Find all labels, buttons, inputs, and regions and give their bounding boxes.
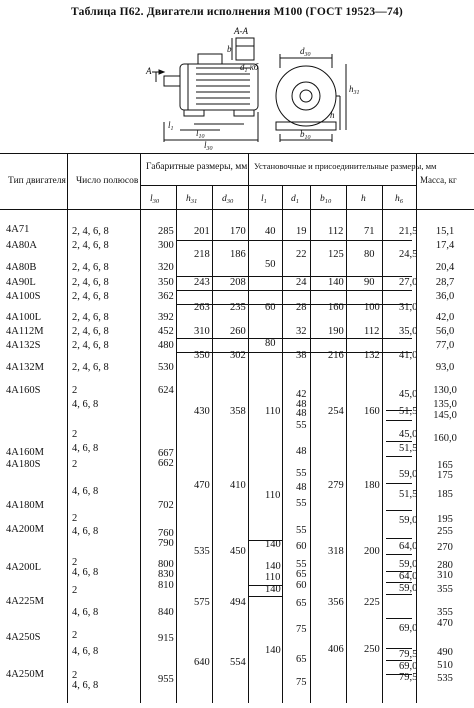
cell-mass: 310 <box>437 570 453 581</box>
cell-poles: 4, 6, 8 <box>72 486 99 497</box>
cell-d30: 186 <box>230 249 246 260</box>
header-gabarit-label: Габаритные размеры, мм <box>146 162 248 172</box>
cell-mass: 175 <box>437 470 453 481</box>
cell-d30: 260 <box>230 326 246 337</box>
cell-b10: 406 <box>328 644 344 655</box>
cell-poles: 4, 6, 8 <box>72 399 99 410</box>
cell-l30: 667 <box>158 448 174 459</box>
cell-mass: 255 <box>437 526 453 537</box>
section-mark-label: А <box>146 66 152 76</box>
cell-mass: 36,0 <box>435 291 455 302</box>
cell-h6: 51,5 <box>399 443 418 454</box>
cell-mass: 17,4 <box>435 240 455 251</box>
cell-d1: 65 <box>296 598 307 609</box>
cell-h6: 59,0 <box>399 469 418 480</box>
cell-l1: 40 <box>265 226 276 237</box>
cell-mass: 135,0 <box>433 399 457 410</box>
cell-h: 132 <box>364 350 380 361</box>
cell-b10: 160 <box>328 302 344 313</box>
header-b10-sub: 10 <box>324 198 332 205</box>
section-label: А-А <box>234 26 248 36</box>
l1-label: l <box>168 120 171 130</box>
cell-d1: 48 <box>296 446 307 457</box>
header-h31: h <box>186 194 191 204</box>
cell-d1: 55 <box>296 525 307 536</box>
cell-h6: 64,0 <box>399 571 418 582</box>
cell-h6: 69,0 <box>399 661 418 672</box>
svg-text:h <box>330 110 335 120</box>
cell-poles: 4, 6, 8 <box>72 526 99 537</box>
cell-poles: 2, 4, 6, 8 <box>72 312 109 323</box>
cell-l30: 624 <box>158 385 174 396</box>
header-l1: l <box>261 194 264 204</box>
cell-mass: 145,0 <box>433 410 457 421</box>
cell-b10: 254 <box>328 406 344 417</box>
cell-mass: 93,0 <box>435 362 455 373</box>
header-h6: h <box>395 194 400 204</box>
cell-d1: 65 <box>296 569 307 580</box>
header-b10: b <box>320 194 325 204</box>
cell-h31: 218 <box>194 249 210 260</box>
cell-type: 4A80B <box>6 262 37 273</box>
cell-d1: 22 <box>296 249 307 260</box>
cell-mass: 195 <box>437 514 453 525</box>
cell-h6: 59,0 <box>399 583 418 594</box>
h31-label: h <box>349 84 354 94</box>
header-h31-sub: 31 <box>190 198 198 205</box>
cell-h: 200 <box>364 546 380 557</box>
cell-mass: 56,0 <box>435 326 455 337</box>
svg-text:Габаритные размеры, мм <box>146 161 247 172</box>
svg-text:l1 <box>261 194 267 205</box>
svg-text:l30 <box>150 194 160 205</box>
cell-d1: 75 <box>296 677 307 688</box>
cell-mass: 280 <box>437 560 453 571</box>
header-l30-sub: 30 <box>152 198 160 205</box>
motor-drawing-svg <box>130 24 370 152</box>
header-l1-sub: 1 <box>263 198 267 205</box>
cell-l1: 140 <box>265 561 281 572</box>
cell-h6: 59,0 <box>399 515 418 526</box>
header-d1-sub: 1 <box>295 198 299 205</box>
header-poles-label: Число полюсов <box>76 176 139 186</box>
cell-h6: 45,0 <box>399 429 418 440</box>
svg-text:h6 <box>395 194 404 205</box>
cell-mass: 28,7 <box>435 277 455 288</box>
cell-h6: 64,0 <box>399 541 418 552</box>
cell-l30: 915 <box>158 633 174 644</box>
cell-type: 4A112M <box>6 326 44 337</box>
cell-mass: 185 <box>437 489 453 500</box>
cell-mass: 510 <box>437 660 453 671</box>
cell-b10: 279 <box>328 480 344 491</box>
cell-d30: 302 <box>230 350 246 361</box>
svg-text:d30 <box>300 46 311 58</box>
svg-text:Число полюсов <box>76 176 139 186</box>
cell-d1: 55 <box>296 468 307 479</box>
cell-h31: 640 <box>194 657 210 668</box>
cell-d1: 75 <box>296 624 307 635</box>
table-caption: Таблица П62. Двигатели исполнения М100 (ГОСТ 19523—74) <box>71 6 403 18</box>
cell-h6: 31,0 <box>399 302 418 313</box>
cell-h6: 45,0 <box>399 389 418 400</box>
l10-sub: 10 <box>198 134 205 140</box>
cell-h6: 27,0 <box>399 277 418 288</box>
cell-h: 160 <box>364 406 380 417</box>
header-mass-label: Масса, кг <box>420 175 457 185</box>
svg-text:b10 <box>320 194 332 205</box>
cell-h: 80 <box>364 249 375 260</box>
cell-l30: 350 <box>158 277 174 288</box>
d30-sub: 30 <box>304 52 311 58</box>
motor-table-svg <box>0 153 474 703</box>
header-install-label: Установочные и присоединительные размеры, мм <box>254 161 437 171</box>
svg-text:Установочные и присоединительн <box>254 161 437 171</box>
cell-type: 4A200L <box>6 562 41 573</box>
cell-d1: 55 <box>296 498 307 509</box>
cell-l30: 452 <box>158 326 174 337</box>
cell-d1: 28 <box>296 302 307 313</box>
cell-d30: 410 <box>230 480 246 491</box>
cell-poles: 2 <box>72 513 78 524</box>
cell-h: 100 <box>364 302 380 313</box>
cell-d1: 19 <box>296 226 307 237</box>
cell-h6: 41,0 <box>399 350 418 361</box>
cell-l30: 840 <box>158 607 174 618</box>
svg-text:b <box>227 44 232 54</box>
cell-h6: 51,5 <box>399 489 418 500</box>
l1-sub: 1 <box>170 126 174 132</box>
cell-d1: 24 <box>296 277 307 288</box>
cell-d30: 235 <box>230 302 246 313</box>
cell-h6: 51,5 <box>399 406 418 417</box>
cell-h31: 263 <box>194 302 210 313</box>
cell-type: 4A80A <box>6 240 37 251</box>
cell-h31: 470 <box>194 480 210 491</box>
cell-h31: 243 <box>194 277 210 288</box>
cell-mass: 535 <box>437 673 453 684</box>
d1-sub: 1 <box>244 68 248 74</box>
cell-h31: 575 <box>194 597 210 608</box>
b10-sub: 10 <box>304 135 311 141</box>
header-l30: l <box>150 194 153 204</box>
b10-label: b <box>300 129 305 139</box>
cell-poles: 2, 4, 6, 8 <box>72 226 109 237</box>
table-cells <box>6 224 457 691</box>
cell-poles: 2, 4, 6, 8 <box>72 291 109 302</box>
cell-l30: 790 <box>158 538 174 549</box>
cell-type: 4A132M <box>6 362 44 373</box>
cell-h31: 430 <box>194 406 210 417</box>
cell-mass: 15,1 <box>435 226 455 237</box>
d30-label: d <box>300 46 305 56</box>
cell-h31: 535 <box>194 546 210 557</box>
cell-h6: 24,5 <box>399 249 418 260</box>
cell-b10: 356 <box>328 597 344 608</box>
cell-poles: 4, 6, 8 <box>72 680 99 691</box>
cell-l30: 362 <box>158 291 174 302</box>
header-d30-sub: 30 <box>226 198 234 205</box>
svg-text:l30 <box>204 140 213 152</box>
svg-text:А-А <box>233 26 248 36</box>
cell-l30: 830 <box>158 569 174 580</box>
svg-text:Масса, кг <box>420 175 457 185</box>
motor-drawing <box>130 24 370 152</box>
cell-mass: 490 <box>437 647 453 658</box>
cell-d30: 358 <box>230 406 246 417</box>
svg-text:h <box>361 194 366 204</box>
cell-l30: 702 <box>158 500 174 511</box>
cell-type: 4A160S <box>6 385 41 396</box>
cell-d1: 55 <box>296 420 307 431</box>
key-b-label: b <box>227 44 232 54</box>
cell-poles: 2, 4, 6, 8 <box>72 262 109 273</box>
cell-d30: 170 <box>230 226 246 237</box>
h-label: h <box>330 110 335 120</box>
cell-mass: 77,0 <box>435 340 455 351</box>
header-h6-sub: 6 <box>399 198 403 205</box>
cell-mass: 130,0 <box>433 385 457 396</box>
cell-poles: 2, 4, 6, 8 <box>72 362 109 373</box>
cell-type: 4A200M <box>6 524 44 535</box>
cell-type: 4A250M <box>6 669 44 680</box>
cell-l30: 320 <box>158 262 174 273</box>
cell-d1: 55 <box>296 559 307 570</box>
d1-label: d <box>240 62 245 72</box>
cell-d1: 65 <box>296 654 307 665</box>
cell-h6: 79,5 <box>399 672 418 683</box>
cell-l1: 110 <box>265 406 281 417</box>
cell-mass: 20,4 <box>435 262 455 273</box>
header-type-label: Тип двигателя <box>8 176 66 186</box>
cell-mass: 470 <box>437 618 453 629</box>
cell-b10: 125 <box>328 249 344 260</box>
cell-l30: 285 <box>158 226 174 237</box>
cell-d1: 38 <box>296 350 307 361</box>
cell-type: 4A90L <box>6 277 36 288</box>
cell-mass: 160,0 <box>433 433 457 444</box>
cell-l1: 80 <box>265 338 276 349</box>
cell-poles: 2 <box>72 670 78 681</box>
cell-type: 4A225M <box>6 596 44 607</box>
cell-mass: 355 <box>437 607 453 618</box>
cell-type: 4A100L <box>6 312 41 323</box>
cell-poles: 4, 6, 8 <box>72 443 99 454</box>
cell-poles: 2 <box>72 429 78 440</box>
cell-poles: 2 <box>72 585 78 596</box>
header-h: h <box>361 194 366 204</box>
cell-l30: 810 <box>158 580 174 591</box>
cell-type: 4A132S <box>6 340 41 351</box>
svg-text:d1 <box>291 194 299 205</box>
cell-d1: 60 <box>296 541 307 552</box>
cell-h6: 69,0 <box>399 623 418 634</box>
cell-d1: 42 <box>296 389 307 400</box>
cell-type: 4A180S <box>6 459 41 470</box>
cell-l1: 110 <box>265 490 281 501</box>
cell-d30: 494 <box>230 597 246 608</box>
cell-h31: 310 <box>194 326 210 337</box>
cell-l30: 300 <box>158 240 174 251</box>
cell-l1: 60 <box>265 302 276 313</box>
h31-sub: 31 <box>353 90 360 96</box>
cell-d30: 208 <box>230 277 246 288</box>
cell-d1: 60 <box>296 580 307 591</box>
cell-h: 90 <box>364 277 375 288</box>
cell-poles: 2, 4, 6, 8 <box>72 277 109 288</box>
cell-l1: 140 <box>265 645 281 656</box>
cell-mass: 165 <box>437 460 453 471</box>
cell-h6: 79,5 <box>399 649 418 660</box>
cell-l30: 955 <box>158 674 174 685</box>
cell-h31: 350 <box>194 350 210 361</box>
cell-l30: 392 <box>158 312 174 323</box>
svg-text:h31 <box>349 84 360 96</box>
cell-type: 4A100S <box>6 291 41 302</box>
cell-l1: 140 <box>265 584 281 595</box>
cell-d30: 450 <box>230 546 246 557</box>
cell-h: 112 <box>364 326 380 337</box>
svg-text:h31 <box>186 194 197 205</box>
cell-poles: 4, 6, 8 <box>72 646 99 657</box>
l10-label: l <box>196 128 199 138</box>
svg-text:b10 <box>300 129 311 141</box>
cell-l30: 800 <box>158 559 174 570</box>
cell-type: 4A160M <box>6 447 44 458</box>
cell-l1: 50 <box>265 259 276 270</box>
cell-b10: 112 <box>328 226 344 237</box>
cell-poles: 2, 4, 6, 8 <box>72 240 109 251</box>
header-d30: d <box>222 194 227 204</box>
cell-type: 4A250S <box>6 632 41 643</box>
cell-h6: 21,5 <box>399 226 418 237</box>
cell-d1: 48 <box>296 482 307 493</box>
motor-table <box>0 153 474 703</box>
cell-d1: 48 <box>296 408 307 419</box>
cell-poles: 4, 6, 8 <box>72 567 99 578</box>
cell-poles: 2 <box>72 630 78 641</box>
cell-h: 225 <box>364 597 380 608</box>
cell-d1: 48 <box>296 399 307 410</box>
cell-poles: 2 <box>72 459 78 470</box>
cell-h6: 59,0 <box>399 559 418 570</box>
cell-poles: 2 <box>72 385 78 396</box>
svg-text:l1 <box>168 120 174 132</box>
header-d1: d <box>291 194 296 204</box>
cell-mass: 42,0 <box>435 312 455 323</box>
l30-sub: 30 <box>206 146 213 152</box>
cell-poles: 4, 6, 8 <box>72 607 99 618</box>
cell-h: 180 <box>364 480 380 491</box>
cell-mass: 270 <box>437 542 453 553</box>
svg-text:А <box>145 66 152 76</box>
cell-h: 250 <box>364 644 380 655</box>
svg-text:d30 <box>222 194 234 205</box>
cell-mass: 355 <box>437 584 453 595</box>
cell-type: 4A71 <box>6 224 30 235</box>
cell-h31: 201 <box>194 226 210 237</box>
cell-b10: 190 <box>328 326 344 337</box>
svg-text:d1 кб <box>240 62 259 74</box>
cell-l30: 662 <box>158 458 174 469</box>
cell-d1: 32 <box>296 326 307 337</box>
cell-b10: 140 <box>328 277 344 288</box>
cell-b10: 318 <box>328 546 344 557</box>
cell-b10: 216 <box>328 350 344 361</box>
l30-label: l <box>204 140 207 150</box>
cell-h6: 35,0 <box>399 326 418 337</box>
cell-l30: 530 <box>158 362 174 373</box>
cell-poles: 2, 4, 6, 8 <box>72 326 109 337</box>
svg-text:Тип двигателя <box>8 176 66 186</box>
kb-label: кб <box>249 62 259 72</box>
cell-d30: 554 <box>230 657 246 668</box>
cell-l1: 110 <box>265 572 281 583</box>
cell-type: 4A180M <box>6 500 44 511</box>
cell-poles: 2 <box>72 557 78 568</box>
cell-l30: 480 <box>158 340 174 351</box>
cell-l30: 760 <box>158 528 174 539</box>
cell-l1: 140 <box>265 539 281 550</box>
cell-poles: 2, 4, 6, 8 <box>72 340 109 351</box>
cell-h: 71 <box>364 226 375 237</box>
